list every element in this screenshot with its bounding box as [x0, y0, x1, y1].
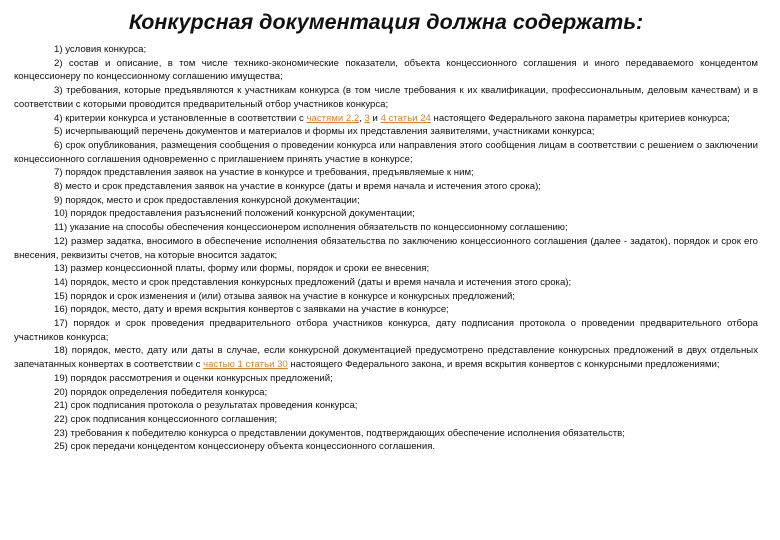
list-item-21: 21) срок подписания протокола о результатах проведения конкурса; [54, 400, 358, 412]
list-item-16: 16) порядок, место, дату и время вскрытия конвертов с заявками на участие в конкурсе; [54, 304, 449, 316]
list-item-7: 7) порядок представления заявок на участие в конкурсе и требования, предъявляемые к ним; [54, 167, 474, 179]
list-item-22: 22) срок подписания концессионного соглашения; [54, 413, 278, 425]
list-item-15: 15) порядок и срок изменения и (или) отзыва заявок на участие в конкурсе и конкурсных предложений; [54, 290, 515, 302]
list-item-13: 13) размер концессионной платы, форму или формы, порядок и сроки ее внесения; [54, 263, 430, 275]
list-item-12: 12) размер задатка, вносимого в обеспечение исполнения обязательства по заключению концессионного соглашения (далее - задаток), порядок и срок его внесения, реквизиты счетов, на которые вносится задаток; [14, 235, 758, 261]
list-item-4-text-a: 4) критерии конкурса и установленные в соответствии с [54, 112, 307, 124]
list-item-4-text-c: и [369, 112, 381, 124]
list-item-2: 2) состав и описание, в том числе технико-экономические показатели, объекта концессионного соглашения и иного передаваемого концедентом концессионеру по концессионному соглашению имущества; [14, 57, 758, 83]
list-item-5: 5) исчерпывающий перечень документов и материалов и формы их представления заявителями, участниками конкурса; [54, 126, 595, 138]
list-item-9: 9) порядок, место и срок предоставления конкурсной документации; [54, 194, 360, 206]
list-item-18-text-b: настоящего Федерального закона, и время вскрытия конвертов с конкурсными предложениями; [287, 359, 720, 371]
document-body [14, 43, 758, 454]
list-item-25: 25) срок передачи концедентом концессионеру объекта концессионного соглашения. [54, 441, 436, 453]
list-item-6: 6) срок опубликования, размещения сообщения о проведении конкурса или направления этого сообщения лицам в соответствии с решением о заключении концессионного соглашения одновременно с приглашением принять участие в конкурсе; [14, 139, 758, 165]
list-item-23: 23) требования к победителю конкурса о представлении документов, подтверждающих обеспечение исполнения обязательств; [54, 427, 625, 439]
link-part-3[interactable]: 3 [364, 112, 370, 124]
page-title: Конкурсная документация должна содержать: [128, 10, 644, 34]
list-item-18 [14, 344, 758, 371]
list-item-17: 17) порядок и срок проведения предварительного отбора участников конкурса, дату подписания протокола о проведении предварительного отбора участников конкурса; [14, 318, 758, 343]
list-item-20: 20) порядок определения победителя конкурса; [54, 386, 268, 398]
link-part-4-article-24[interactable]: 4 статьи 24 [380, 112, 431, 124]
link-part-1-article-30[interactable]: частью 1 статьи 30 [203, 359, 288, 371]
list-item-10: 10) порядок предоставления разъяснений положений конкурсной документации; [54, 208, 415, 220]
list-item-4-text-b: , [359, 112, 365, 124]
link-parts-2-2[interactable]: частями 2.2 [306, 112, 360, 124]
list-item-11: 11) указание на способы обеспечения концессионером исполнения обязательств по концессионному соглашению; [54, 222, 568, 234]
list-item-3: 3) требования, которые предъявляются к участникам конкурса (в том числе требования к их квалификации, профессиональным, деловым качествам) и в соответствии с которыми проводится предварительный отбор участников конкурса; [14, 85, 758, 110]
list-item-4-text-d: настоящего Федерального закона параметры критериев конкурса; [430, 112, 730, 124]
list-item-4 [14, 112, 758, 126]
list-item-8: 8) место и срок представления заявок на участие в конкурсе (даты и время начала и истечения этого срока); [54, 181, 541, 193]
list-item-19: 19) порядок рассмотрения и оценки конкурсных предложений; [54, 372, 333, 384]
list-item-1: 1) условия конкурса; [54, 44, 147, 55]
list-item-14: 14) порядок, место и срок представления конкурсных предложений (даты и время начала и истечения этого срока); [54, 276, 572, 288]
list-item-18-text-a: 18) порядок, место, дату или даты в случае, если конкурсной документацией предусмотрено представление конкурсных предложений в двух отдельных запечатанных конвертах в соответствии с [14, 345, 758, 371]
